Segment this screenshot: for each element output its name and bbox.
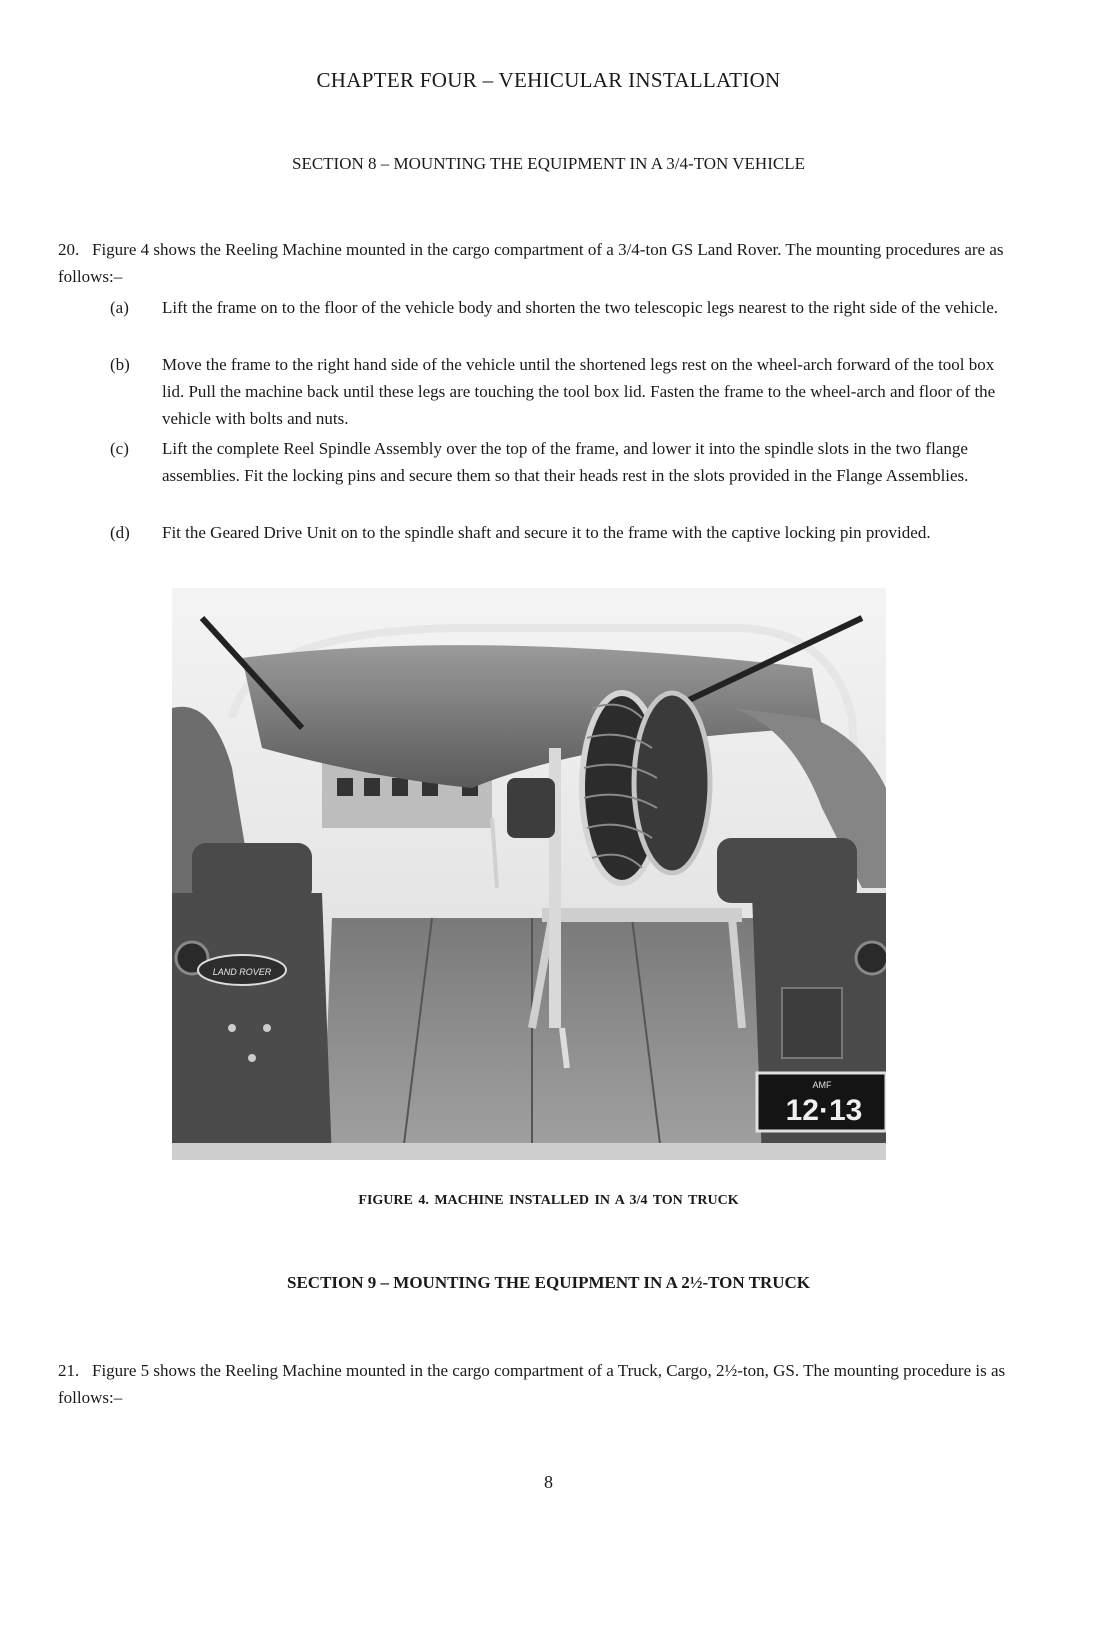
procedure-item-a (110, 294, 1018, 348)
item-label: (a) (110, 298, 129, 317)
panel-bolt (228, 1024, 236, 1032)
section-9-heading: SECTION 9 – MOUNTING THE EQUIPMENT IN A 2½-TON TRUCK (287, 1273, 810, 1292)
procedure-item-c (110, 435, 1018, 516)
chapter-title: CHAPTER FOUR – VEHICULAR INSTALLATION (316, 68, 781, 92)
left-rear-body-panel (172, 893, 332, 1160)
badge-text: LAND ROVER (212, 967, 272, 977)
machine-frame-rail (542, 908, 742, 922)
item-text: Lift the complete Reel Spindle Assembly over the top of the frame, and lower it into the spindle slots in the two flange assemblies. Fit the locking pins and secure them so that their heads rest in the slots provided in the Flange Assemblies. (162, 439, 969, 485)
paragraph-20 (58, 236, 1018, 290)
paragraph-21 (58, 1357, 1018, 1411)
plate-number-text: 12·13 (785, 1094, 863, 1127)
building-window (364, 778, 380, 796)
item-text: Fit the Geared Drive Unit on to the spindle shaft and secure it to the frame with the captive locking pin provided. (162, 523, 931, 542)
cable-reel-rear (634, 693, 710, 873)
tool-box-lid (782, 988, 842, 1058)
procedure-item-d (110, 519, 1018, 573)
item-label: (b) (110, 355, 130, 374)
panel-bolt (263, 1024, 271, 1032)
paragraph-text: Figure 5 shows the Reeling Machine mounted in the cargo compartment of a Truck, Cargo, 2½-ton, GS. The mounting procedure is as follows:– (58, 1361, 1006, 1407)
item-text: Move the frame to the right hand side of the vehicle until the shortened legs rest on the wheel-arch forward of the tool box lid. Pull the machine back until these legs are touching the tool box lid. Fasten the frame to the wheel-arch and floor of the vehicle with bolts and nuts. (162, 355, 996, 428)
figure-4-photo (172, 588, 886, 1160)
right-tail-lamp (856, 942, 886, 974)
plate-small-text: AMF (812, 1080, 832, 1090)
geared-drive-unit (507, 778, 555, 838)
paragraph-number: 20. (58, 240, 80, 259)
item-label: (c) (110, 439, 129, 458)
page-number: 8 (544, 1472, 553, 1492)
paragraph-text: Figure 4 shows the Reeling Machine mounted in the cargo compartment of a 3/4-ton GS Land Rover. The mounting procedures are as follows:– (58, 240, 1004, 286)
procedure-item-b (110, 351, 1018, 432)
building-window (337, 778, 353, 796)
section-8-heading: SECTION 8 – MOUNTING THE EQUIPMENT IN A 3/4-TON VEHICLE (292, 154, 805, 173)
panel-bolt (248, 1054, 256, 1062)
figure-4-illustration (172, 588, 886, 1160)
ground (172, 1143, 886, 1160)
building-window (392, 778, 408, 796)
item-text: Lift the frame on to the floor of the vehicle body and shorten the two telescopic legs nearest to the right side of the vehicle. (162, 298, 999, 317)
figure-4-caption: FIGURE 4. MACHINE INSTALLED IN A 3/4 TON TRUCK (358, 1193, 739, 1208)
paragraph-number: 21. (58, 1361, 80, 1380)
item-label: (d) (110, 523, 130, 542)
